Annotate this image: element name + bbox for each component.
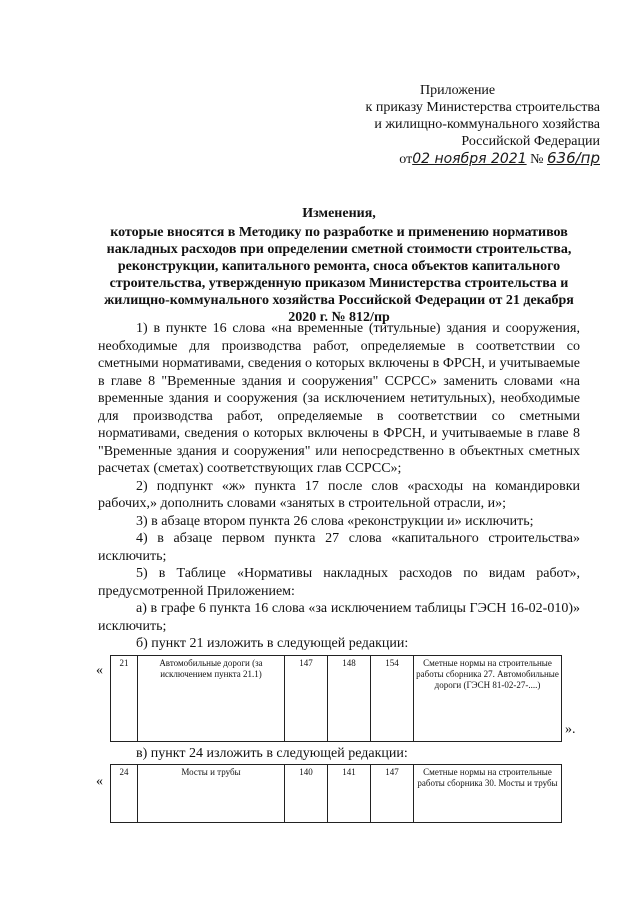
row-basis: Сметные нормы на строительные работы сборника 27. Автомобильные дороги (ГЭСН 81-02-27-....) [414,656,562,742]
item-5a: а) в графе 6 пункта 16 слова «за исключением таблицы ГЭСН 16-02-010)» исключить; [98,601,580,634]
close-quote-21: ». [565,722,576,737]
approval-line-ministry: и жилищно-коммунального хозяйства [374,117,600,132]
row-name: Мосты и трубы [138,765,285,823]
row-number: 24 [111,765,138,823]
table-row-24 [110,764,562,823]
item-3: 3) в абзаце втором пункта 26 слова «реконструкции и» исключить; [136,513,534,529]
approval-line-order: к приказу Министерства строительства [365,100,600,115]
norm-value-2: 148 [328,656,371,742]
title-subtitle: которые вносятся в Методику по разработке и применению нормативов накладных расходов при определении сметной стоимости строительства, реконструкции, капитального ремонта, сноса объектов капитального строительства, утвержденную приказом Министерства строительства и жилищно-коммунального хозяйства Российской Федерации от 21 декабря 2020 г. № 812/пр [104,225,574,325]
approval-line-country: Российской Федерации [461,134,600,149]
document-body [98,320,580,653]
item-1: 1) в пункте 16 слова «на временные (титульные) здания и сооружения, необходимые для производства работ, определяемые в соответствии со сметными нормативами, сведения о которых включены в ФРСН, и учитываемые в главе 8 "Временные здания и сооружения" ССРСС» заменить словами «на временные здания и сооружения (за исключением нетитульных), необходимые для производства работ, определяемые в соответствии со сметными нормативами, сведения о которых включены в ФРСН, и учитываемые в главе 8 "Временные здания и сооружения" или непосредственно в объектных сметных расчетах (сметах) соответствующих глав ССРСС»; [98,321,580,476]
row-basis: Сметные нормы на строительные работы сборника 30. Мосты и трубы [414,765,562,823]
handwritten-date: 02 ноября 2021 [412,151,527,167]
item-5b: б) пункт 21 изложить в следующей редакции: [136,636,409,651]
item-2: 2) подпункт «ж» пункта 17 после слов «расходы на командировки рабочих,» дополнить словами «занятых в строительной отрасли, и»; [98,478,580,511]
approval-date-number-line [300,150,600,168]
item-4: 4) в абзаце первом пункта 27 слова «капитального строительства» исключить; [98,531,580,564]
item-5v: в) пункт 24 изложить в следующей редакции: [136,746,408,761]
handwritten-number: 636/пр [546,149,600,167]
norm-value-3: 154 [371,656,414,742]
title-heading: Изменения, [302,206,376,221]
norm-value-1: 140 [285,765,328,823]
norm-value-1: 147 [285,656,328,742]
norm-value-3: 147 [371,765,414,823]
row-number: 21 [111,656,138,742]
approval-block [300,82,600,168]
document-title [96,205,582,326]
number-prefix: № [530,152,544,167]
open-quote-24: « [96,774,103,789]
open-quote-21: « [96,663,103,678]
norm-value-2: 141 [328,765,371,823]
row-name: Автомобильные дороги (за исключением пункта 21.1) [138,656,285,742]
approval-line-appendix: Приложение [420,83,496,98]
table-row-21 [110,655,562,742]
item-5: 5) в Таблице «Нормативы накладных расходов по видам работ», предусмотренной Приложением: [98,566,580,599]
date-prefix: от [399,152,413,167]
